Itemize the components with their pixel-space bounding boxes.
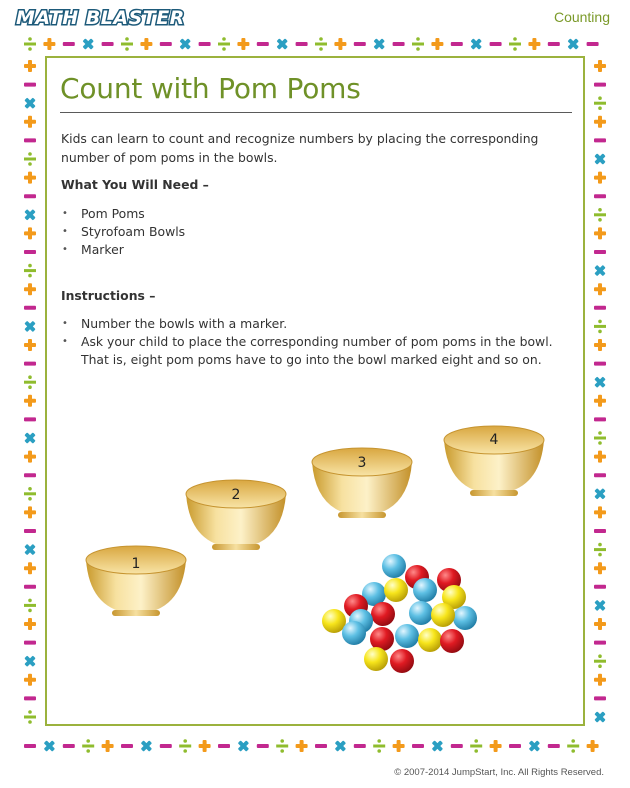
copyright-notice: © 2007-2014 JumpStart, Inc. All Rights Reserved. (394, 767, 604, 778)
bowl-number: 1 (131, 556, 141, 572)
bowl-1 (86, 546, 186, 616)
bowl-number: 4 (489, 432, 499, 448)
pom-pom-pile (322, 554, 477, 673)
blue-pom-pom (409, 601, 433, 625)
bowl-4 (444, 426, 544, 496)
bowl-3 (312, 448, 412, 518)
blue-pom-pom (453, 606, 477, 630)
red-pom-pom (371, 602, 395, 626)
list-item: • Ask your child to place the corresponding number of pom poms in the bowl. That is, eight pom poms have to go into the bowl marked eight and so on. (61, 333, 576, 369)
yellow-pom-pom (322, 609, 346, 633)
list-item: • Marker (61, 241, 185, 259)
list-item: • Number the bowls with a marker. (61, 315, 576, 333)
bowl-number: 2 (231, 487, 241, 503)
category-label: Counting (553, 9, 610, 25)
logo-text: MATH BLASTER (16, 7, 185, 28)
blue-pom-pom (395, 624, 419, 648)
yellow-pom-pom (364, 647, 388, 671)
bowl-number: 3 (357, 455, 367, 471)
list-item: • Styrofoam Bowls (61, 223, 185, 241)
bowl-2 (186, 480, 286, 550)
yellow-pom-pom (384, 578, 408, 602)
materials-heading: What You Will Need – (61, 177, 209, 192)
red-pom-pom (390, 649, 414, 673)
red-pom-pom (440, 629, 464, 653)
instructions-heading: Instructions – (61, 288, 156, 303)
blue-pom-pom (342, 621, 366, 645)
yellow-pom-pom (431, 603, 455, 627)
list-item: • Pom Poms (61, 205, 185, 223)
blue-pom-pom (413, 578, 437, 602)
page-title: Count with Pom Poms (60, 72, 361, 105)
intro-paragraph: Kids can learn to count and recognize numbers by placing the corresponding number of pom poms in the bowls. (61, 131, 539, 165)
blue-pom-pom (382, 554, 406, 578)
yellow-pom-pom (418, 628, 442, 652)
